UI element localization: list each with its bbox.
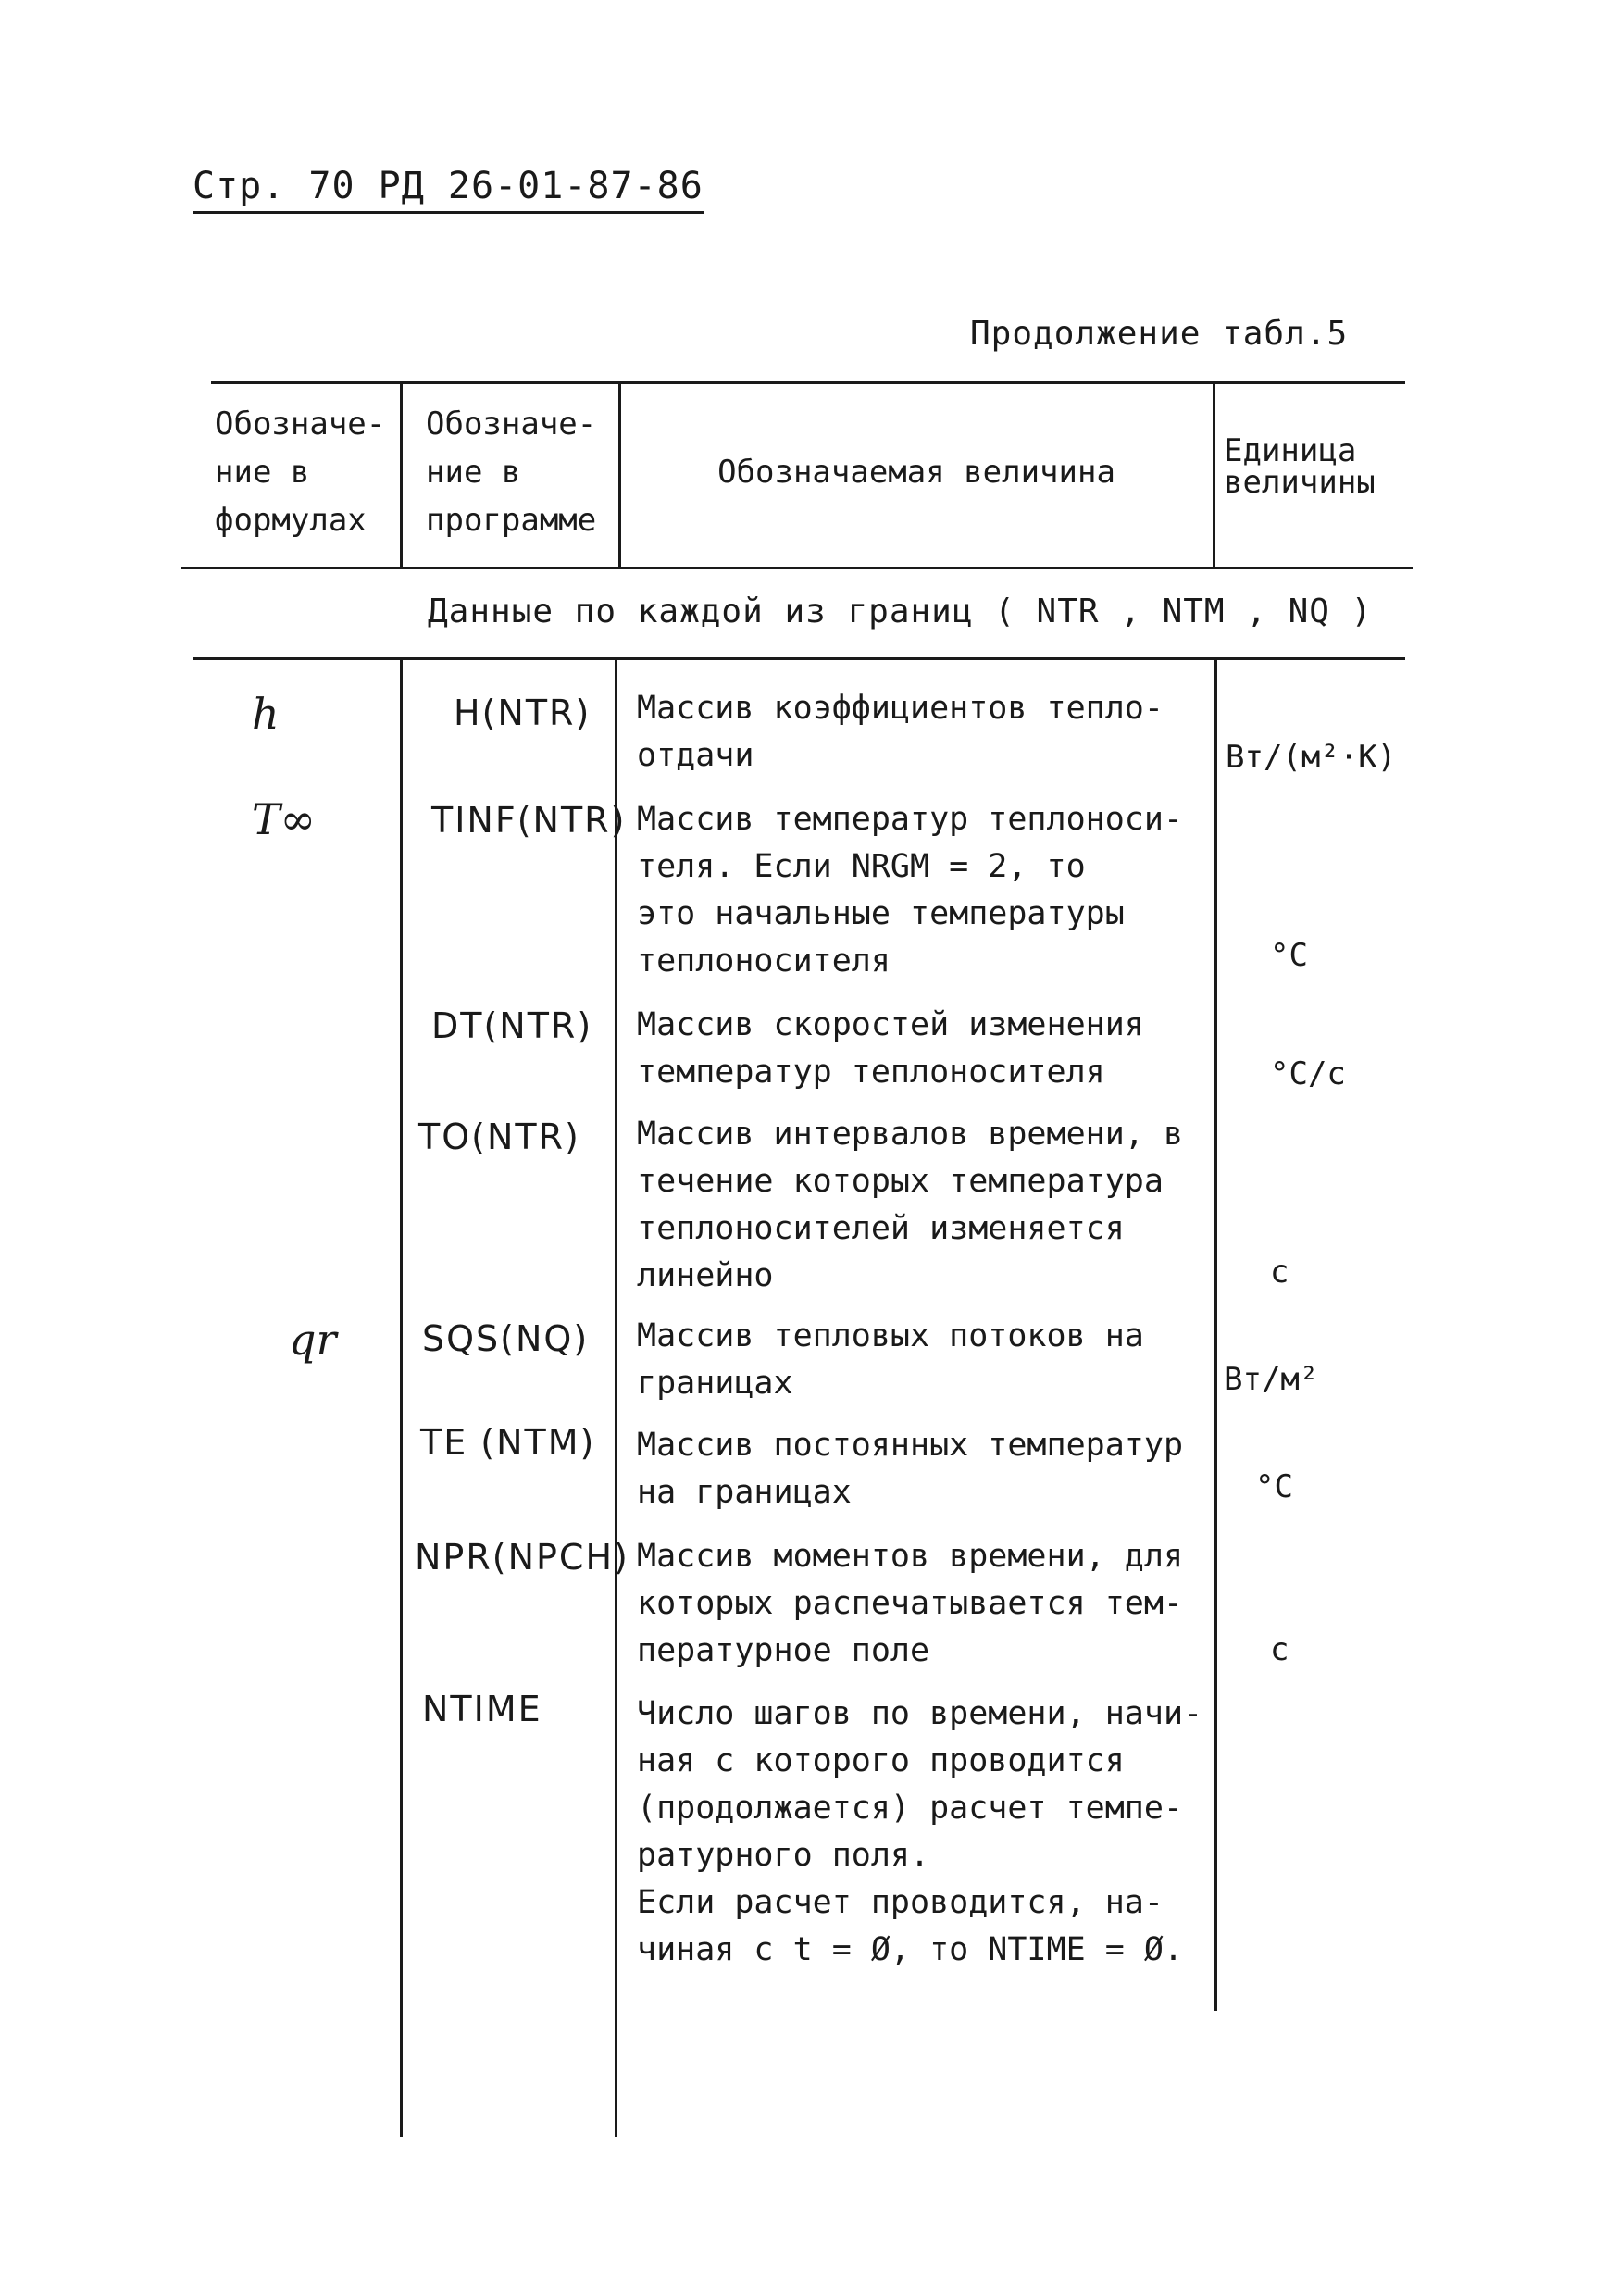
- unit-value: Вт/(м²·К): [1226, 739, 1397, 776]
- program-name: TO(NTR): [418, 1117, 580, 1157]
- column-header-quantity: Обозначаемая величина: [717, 454, 1115, 491]
- quantity-description: Массив коэффициентов тепло- отдачи: [637, 690, 1164, 774]
- quantity-description: Массив интервалов времени, в течение которых температура теплоносителей изменяется линейно: [637, 1116, 1184, 1294]
- quantity-description: Массив моментов времени, для которых распечатывается тем- пературное поле: [637, 1538, 1184, 1669]
- unit-value: c: [1270, 1254, 1289, 1291]
- unit-value: °C/c: [1270, 1055, 1346, 1092]
- quantity-description: Массив тепловых потоков на границах: [637, 1317, 1144, 1402]
- quantity-description: Массив постоянных температур на границах: [637, 1427, 1184, 1511]
- program-name: TINF(NTR): [431, 800, 627, 841]
- program-name: NTIME: [422, 1689, 542, 1729]
- program-name: H(NTR): [454, 693, 592, 733]
- column-header-program: Обозначе- ние в программе: [426, 406, 597, 539]
- unit-value: °C: [1270, 937, 1308, 974]
- quantity-description: Массив температур теплоноси- теля. Если NRGM = 2, то это начальные температуры теплоносителя: [637, 801, 1184, 980]
- body-col-divider-3: [1214, 659, 1217, 2011]
- program-name: TE (NTM): [420, 1422, 596, 1463]
- formula-symbol: h: [252, 689, 280, 739]
- table-continuation-label: Продолжение табл.5: [970, 315, 1349, 353]
- formula-symbol: qr: [289, 1315, 337, 1365]
- program-name: NPR(NPCH): [415, 1537, 629, 1578]
- program-name: SQS(NQ): [422, 1318, 590, 1359]
- col-divider-1: [400, 383, 403, 567]
- page-header: Стр. 70 РД 26-01-87-86: [193, 165, 704, 214]
- col-divider-3: [1213, 383, 1215, 567]
- quantity-description: Массив скоростей изменения температур теплоносителя: [637, 1006, 1144, 1091]
- quantity-description: Число шагов по времени, начи- ная с которого проводится (продолжается) расчет темпе- ратурного поля. Если расчет проводится, на- чиная с t = Ø, то NTIME = Ø.: [637, 1695, 1203, 1968]
- section-title: Данные по каждой из границ ( NTR , NTM , NQ ): [428, 593, 1373, 630]
- column-header-formula: Обозначе- ние в формулах: [215, 406, 386, 539]
- body-col-divider-1: [400, 659, 403, 2137]
- formula-symbol: T∞: [252, 794, 316, 844]
- unit-value: Вт/м²: [1224, 1361, 1319, 1398]
- unit-value: c: [1270, 1631, 1289, 1668]
- col-divider-2: [618, 383, 621, 567]
- header-bottom-rule: [181, 567, 1413, 569]
- section-bottom-rule: [193, 657, 1405, 660]
- body-col-divider-2: [615, 659, 617, 2137]
- column-header-unit: Единица величины: [1224, 432, 1376, 501]
- table-top-rule: [211, 381, 1405, 384]
- program-name: DT(NTR): [431, 1005, 593, 1046]
- unit-value: °C: [1255, 1468, 1293, 1505]
